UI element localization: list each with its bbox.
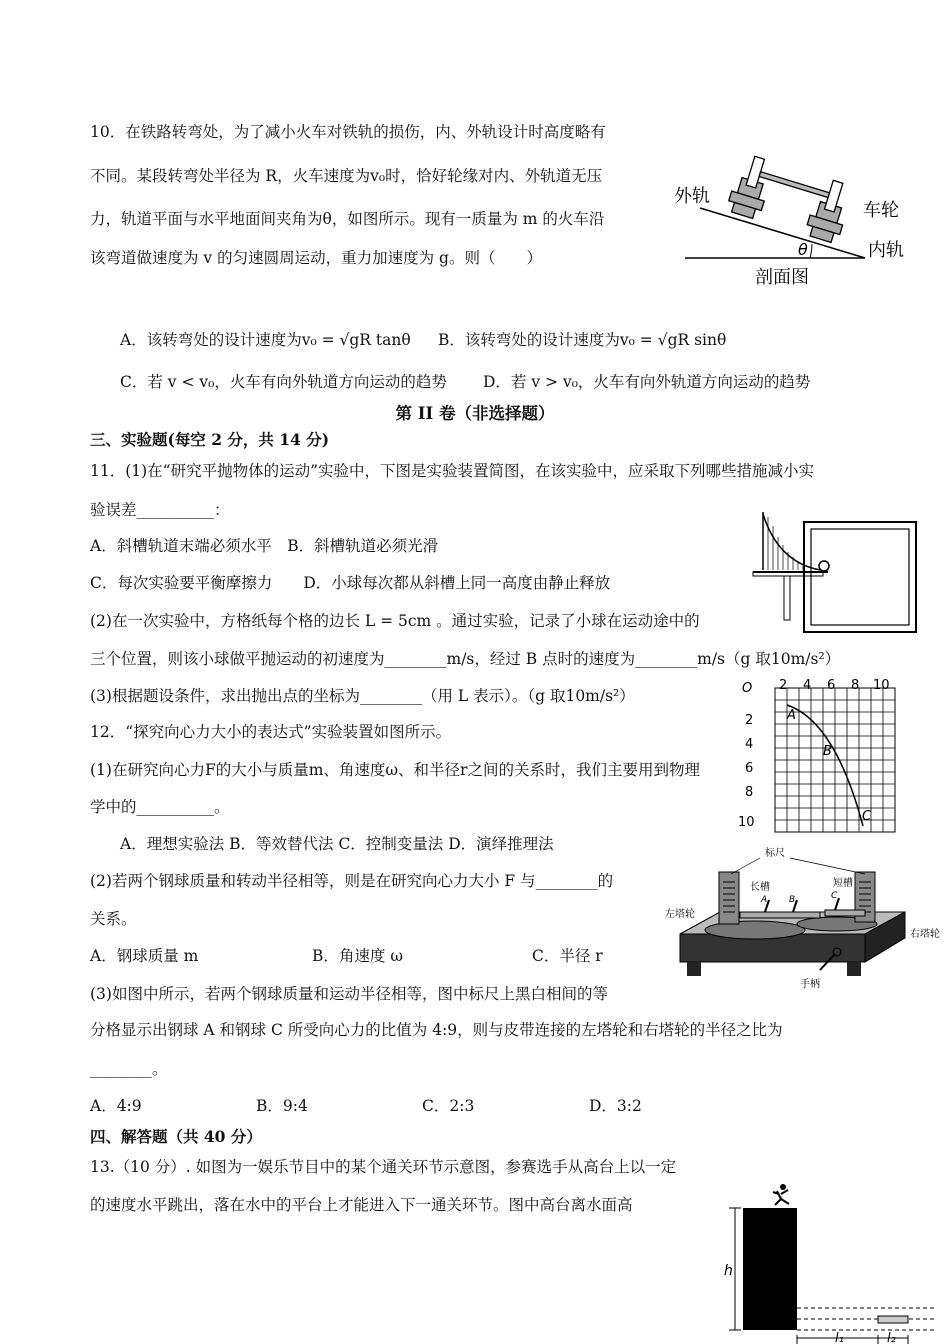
wheel-label: 车轮 — [863, 200, 899, 221]
ball-b-label: B — [789, 895, 796, 905]
point-a-label: A — [787, 708, 796, 723]
q12-part1-cont: 学中的__________。 — [90, 798, 230, 816]
section2-title: 第 II 卷（非选择题） — [395, 404, 555, 423]
grid-x-tick: 4 — [803, 678, 812, 693]
q13-line1: 13.（10 分）. 如图为一娱乐节目中的某个通关环节示意图，参赛选手从高台上以一定 — [90, 1158, 677, 1176]
projectile-apparatus-figure — [748, 512, 923, 637]
q12-part1: (1)在研究向心力F的大小与质量m、角速度ω、和半径r之间的关系时，我们主要用到物理 — [90, 761, 700, 779]
q10-option-d: D．若 v > v₀，火车有向外轨道方向运动的趋势 — [483, 373, 811, 391]
q12-option-d: D．3:2 — [589, 1097, 642, 1115]
grid-y-tick: 10 — [738, 815, 755, 830]
q10-line2: 不同。某段转弯处半径为 R，火车速度为v₀时，恰好轮缘对内、外轨道无压 — [90, 167, 603, 185]
centripetal-apparatus-figure — [665, 842, 945, 1012]
q12-option-b: B．9:4 — [256, 1097, 308, 1115]
point-b-label: B — [823, 744, 832, 759]
grid-y-tick: 2 — [745, 713, 754, 728]
q11-options-ab: A．斜槽轨道末端必须水平 B．斜槽轨道必须光滑 — [90, 537, 439, 555]
q11-line2: 验误差__________： — [90, 501, 230, 519]
grid-x-tick: 2 — [779, 678, 788, 693]
q12-part1-options: A．理想实验法 B．等效替代法 C．控制变量法 D．演绎推理法 — [120, 835, 554, 853]
q11-part2: (2)在一次实验中，方格纸每个格的边长 L = 5cm 。通过实验，记录了小球在运动途中的 — [90, 612, 700, 630]
q12-part2-option-a: A．钢球质量 m — [90, 947, 199, 965]
q10-line4: 该弯道做速度为 v 的匀速圆周运动，重力加速度为 g。则（ ） — [90, 249, 542, 267]
theta-label: θ — [798, 240, 808, 259]
long-slot-label: 长槽 — [750, 882, 770, 893]
q10-option-b: B．该转弯处的设计速度为v₀ = √gR sinθ — [438, 331, 727, 349]
jump-platform-figure — [715, 1180, 935, 1344]
ball-c-label: C — [831, 891, 838, 901]
section-caption: 剖面图 — [755, 267, 809, 288]
q11-options-cd: C．每次实验要平衡摩擦力 D．小球每次都从斜槽上同一高度由静止释放 — [90, 574, 611, 592]
grid-origin: O — [742, 681, 753, 696]
distance-l2-label: l₂ — [887, 1331, 896, 1344]
q12-part3-cont: 分格显示出钢球 A 和钢球 C 所受向心力的比值为 4:9，则与皮带连接的左塔轮和右塔轮的半径之比为 — [90, 1021, 783, 1039]
q12-part2-cont: 关系。 — [90, 910, 137, 928]
q12-part2: (2)若两个钢球质量和转动半径相等，则是在研究向心力大小 F 与________的 — [90, 872, 614, 890]
q12-part3-blank: ________。 — [90, 1060, 168, 1078]
inner-rail-label: 内轨 — [868, 240, 904, 261]
q10-line1: 10．在铁路转弯处，为了减小火车对铁轨的损伤，内、外轨设计时高度略有 — [90, 123, 606, 141]
q12-option-a: A．4:9 — [90, 1097, 142, 1115]
q11-line1: 11．(1)在“研究平抛物体的运动”实验中，下图是实验装置简图，在该实验中，应采取下列哪些措施减小实 — [90, 462, 815, 480]
q10-option-a: A．该转弯处的设计速度为v₀ = √gR tanθ — [120, 331, 411, 349]
left-pulley-label: 左塔轮 — [665, 909, 695, 920]
grid-x-tick: 6 — [827, 678, 836, 693]
q13-line2: 的速度水平跳出，落在水中的平台上才能进入下一通关环节。图中高台离水面高 — [90, 1196, 633, 1214]
rail-section-figure — [660, 150, 920, 295]
point-c-label: C — [862, 809, 872, 824]
short-slot-label: 短槽 — [833, 878, 853, 889]
section3-title: 三、实验题(每空 2 分，共 14 分) — [90, 430, 330, 449]
grid-y-tick: 8 — [745, 785, 754, 800]
grid-x-tick: 10 — [873, 678, 890, 693]
grid-y-tick: 6 — [745, 761, 754, 776]
q12-part2-option-b: B．角速度 ω — [312, 947, 403, 965]
q12-line1: 12．“探究向心力大小的表达式”实验装置如图所示。 — [90, 723, 452, 741]
q11-part3: (3)根据题设条件，求出抛出点的坐标为________（用 L 表示）。（g 取10m/s²） — [90, 687, 635, 705]
q12-part3: (3)如图中所示，若两个钢球质量和运动半径相等，图中标尺上黑白相间的等 — [90, 985, 608, 1003]
trajectory-grid-figure — [735, 676, 905, 836]
height-label: h — [724, 1263, 733, 1279]
ball-a-label: A — [761, 895, 768, 905]
q12-option-c: C．2:3 — [422, 1097, 475, 1115]
ruler-label: 标尺 — [765, 848, 785, 859]
right-pulley-label: 右塔轮 — [910, 929, 940, 940]
q10-option-c: C．若 v < v₀，火车有向外轨道方向运动的趋势 — [120, 373, 447, 391]
section4-title: 四、解答题（共 40 分） — [90, 1127, 262, 1146]
handle-label: 手柄 — [800, 979, 820, 990]
distance-l1-label: l₁ — [835, 1331, 844, 1344]
q10-line3: 力，轨道平面与水平地面间夹角为θ，如图所示。现有一质量为 m 的火车沿 — [90, 210, 605, 228]
q12-part2-option-c: C．半径 r — [532, 947, 603, 965]
outer-rail-label: 外轨 — [674, 186, 710, 207]
q11-part2-cont: 三个位置，则该小球做平抛运动的初速度为________m/s，经过 B 点时的速度为________m/s（g 取10m/s²） — [90, 650, 841, 668]
grid-y-tick: 4 — [745, 737, 754, 752]
grid-x-tick: 8 — [851, 678, 860, 693]
